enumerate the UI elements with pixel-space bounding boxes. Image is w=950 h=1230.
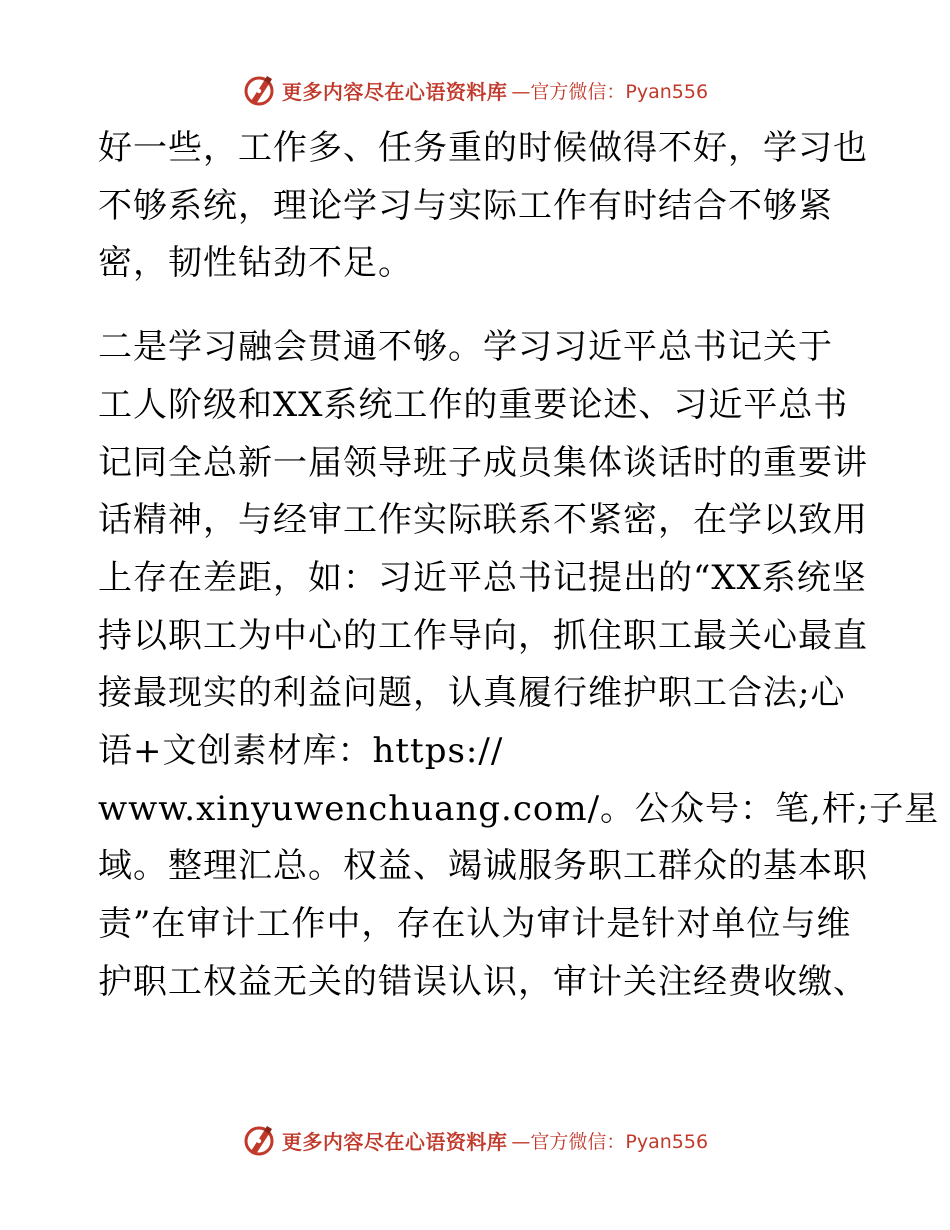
pen-logo-icon bbox=[242, 73, 276, 107]
text-line: 接最现实的利益问题，认真履行维护职工合法;心 bbox=[98, 673, 846, 714]
text-line: www.xinyuwenchuang.com/。公众号：笔,杆;子星 bbox=[98, 788, 940, 829]
pen-logo-icon bbox=[242, 1123, 276, 1157]
text-line: 域。整理汇总。权益、竭诚服务职工群众的基本职 bbox=[98, 846, 868, 887]
text-line: 责”在审计工作中，存在认为审计是针对单位与维 bbox=[98, 904, 852, 945]
footer-banner bbox=[0, 1120, 950, 1160]
text-line: 语+文创素材库：https:// bbox=[98, 731, 504, 772]
document-body bbox=[98, 120, 940, 1012]
text-line: 好一些，工作多、任务重的时候做得不好，学习也 bbox=[98, 128, 868, 168]
text-line: 二是学习融会贯通不够。学习习近平总书记关于 bbox=[98, 327, 833, 368]
text-line: 记同全总新一届领导班子成员集体谈话时的重要讲 bbox=[98, 442, 868, 483]
text-line: 话精神，与经审工作实际联系不紧密，在学以致用 bbox=[98, 500, 868, 541]
brand-text: 更多内容尽在心语资料库 bbox=[281, 79, 508, 104]
paragraph-2 bbox=[98, 319, 940, 1011]
text-line: 工人阶级和XX系统工作的重要论述、习近平总书 bbox=[98, 384, 849, 425]
text-line: 不够系统，理论学习与实际工作有时结合不够紧 bbox=[98, 185, 833, 226]
text-line: 持以职工为中心的工作导向，抓住职工最关心最直 bbox=[98, 615, 868, 656]
text-line: 密，韧性钻劲不足。 bbox=[98, 243, 413, 284]
wechat-text: —官方微信：Pyan556 bbox=[511, 1130, 709, 1153]
text-line: 护职工权益无关的错误认识，审计关注经费收缴、 bbox=[98, 961, 868, 1002]
brand-text: 更多内容尽在心语资料库 bbox=[281, 1129, 508, 1154]
paragraph-1 bbox=[98, 120, 868, 293]
text-line: 上存在差距，如：习近平总书记提出的“XX系统坚 bbox=[98, 557, 867, 598]
header-banner bbox=[0, 70, 950, 110]
wechat-text: —官方微信：Pyan556 bbox=[511, 80, 709, 103]
